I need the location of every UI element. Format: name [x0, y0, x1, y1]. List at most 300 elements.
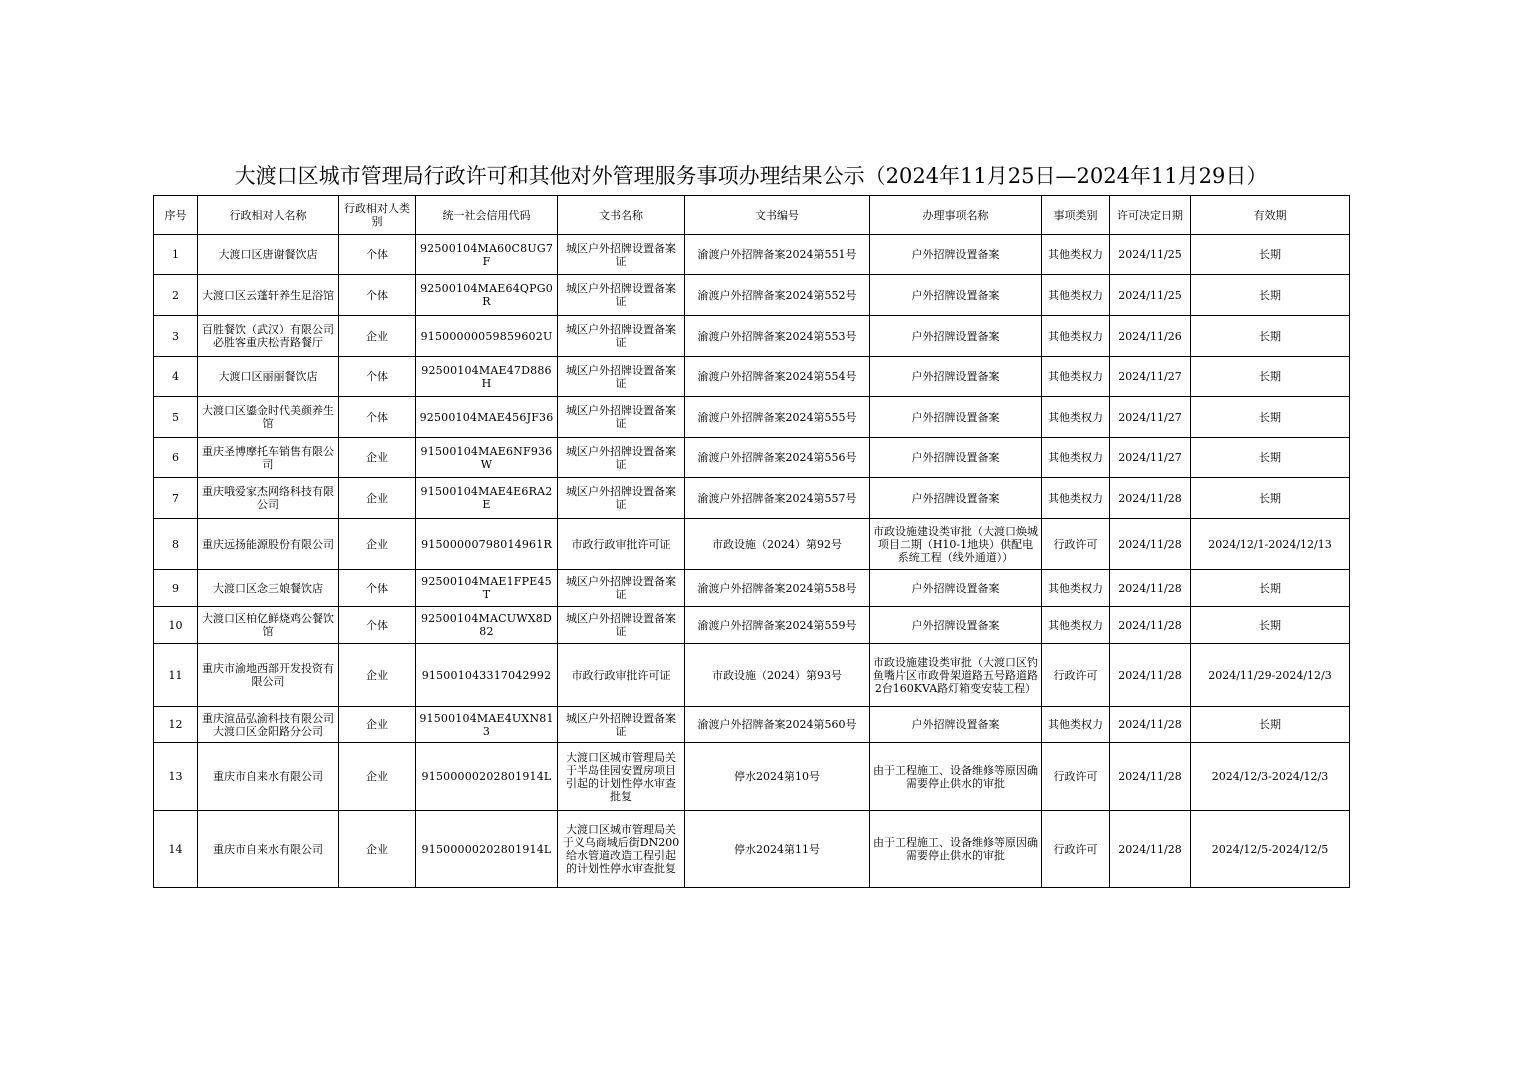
col-item-name — [870, 743, 1042, 811]
table-row — [154, 235, 1350, 275]
col-credit-code — [416, 743, 558, 811]
col-credit-code-text: 92500104MA60C8UG7F — [419, 241, 554, 268]
col-item-category — [1042, 607, 1110, 644]
col-party-type-text: 个体 — [366, 581, 388, 595]
col-seq-text: 9 — [172, 581, 179, 595]
col-decision-date-text: 2024/11/28 — [1118, 842, 1182, 856]
table-row — [154, 743, 1350, 811]
col-party-name-text: 百胜餐饮（武汉）有限公司必胜客重庆松青路餐厅 — [202, 323, 334, 349]
col-item-category-text: 其他类权力 — [1048, 718, 1103, 731]
col-doc-number — [685, 570, 870, 607]
col-party-type — [339, 438, 416, 478]
col-credit-code — [416, 478, 558, 519]
col-doc-name — [558, 235, 685, 275]
col-doc-number-text: 渝渡户外招牌备案2024第552号 — [697, 288, 857, 302]
col-doc-name — [558, 570, 685, 607]
col-doc-name — [558, 644, 685, 707]
col-doc-number — [685, 707, 870, 743]
table-row — [154, 397, 1350, 438]
col-decision-date — [1110, 357, 1191, 397]
col-party-name-text: 大渡口区云蓬轩养生足浴馆 — [202, 288, 334, 302]
col-doc-name — [558, 316, 685, 357]
col-party-type — [339, 357, 416, 397]
col-validity — [1191, 316, 1350, 357]
col-item-name — [870, 570, 1042, 607]
col-item-category-text: 行政许可 — [1053, 842, 1098, 856]
col-party-type-text: 企业 — [366, 718, 388, 731]
col-decision-date — [1110, 570, 1191, 607]
col-decision-date-text: 2024/11/27 — [1118, 410, 1182, 424]
col-doc-name-text: 大渡口区城市管理局关于半岛佳园安置房项目引起的计划性停水审查批复 — [566, 750, 676, 803]
col-doc-number-text: 渝渡户外招牌备案2024第559号 — [697, 618, 857, 632]
col-validity-text: 长期 — [1259, 718, 1281, 731]
col-seq-text: 8 — [172, 537, 179, 551]
col-party-name-text: 重庆圣博摩托车销售有限公司 — [202, 444, 334, 471]
col-item-category — [1042, 397, 1110, 438]
col-credit-code — [416, 707, 558, 743]
col-validity — [1191, 235, 1350, 275]
col-doc-number — [685, 811, 870, 888]
col-party-name — [198, 235, 339, 275]
col-credit-code-text: 915001043317042992 — [421, 668, 552, 682]
col-party-type — [339, 316, 416, 357]
col-party-name-text: 大渡口区唐谢餐饮店 — [218, 248, 318, 261]
col-credit-code-text: 91500104MAE4UXN813 — [419, 711, 554, 738]
table-row — [154, 607, 1350, 644]
col-party-name — [198, 275, 339, 316]
col-party-name — [198, 519, 339, 570]
col-doc-number-text: 渝渡户外招牌备案2024第553号 — [697, 329, 857, 343]
col-credit-code-text: 92500104MAE1FPE45T — [421, 575, 552, 601]
col-seq-text: 11 — [168, 668, 183, 682]
col-doc-number — [685, 607, 870, 644]
col-validity-text: 长期 — [1259, 329, 1281, 343]
col-doc-number — [685, 644, 870, 707]
col-party-type — [339, 478, 416, 519]
col-item-name — [870, 811, 1042, 888]
col-party-type-text: 企业 — [366, 770, 388, 783]
col-seq — [154, 478, 198, 519]
col-seq — [154, 570, 198, 607]
col-item-name — [870, 235, 1042, 275]
header-doc-name: 文书名称 — [558, 196, 685, 235]
col-party-type — [339, 811, 416, 888]
col-item-name-text: 市政设施建设类审批（大渡口区钓鱼嘴片区市政骨架道路五号路道路2台160KVA路灯箱变安装工程） — [873, 655, 1038, 695]
col-item-category-text: 其他类权力 — [1048, 618, 1103, 632]
col-decision-date-text: 2024/11/28 — [1118, 668, 1182, 682]
col-decision-date — [1110, 478, 1191, 519]
col-seq-text: 4 — [172, 370, 179, 383]
col-item-category — [1042, 811, 1110, 888]
col-seq — [154, 275, 198, 316]
col-doc-name-text: 城区户外招牌设置备案证 — [566, 444, 676, 471]
col-decision-date — [1110, 235, 1191, 275]
col-doc-name — [558, 438, 685, 478]
col-credit-code-text: 91500104MAE4E6RA2E — [420, 485, 553, 511]
header-party-name: 行政相对人名称 — [198, 196, 339, 235]
col-credit-code — [416, 397, 558, 438]
col-doc-name-text: 城区户外招牌设置备案证 — [566, 363, 676, 390]
col-doc-number-text: 市政设施（2024）第92号 — [712, 537, 842, 551]
col-decision-date — [1110, 438, 1191, 478]
col-decision-date — [1110, 397, 1191, 438]
col-party-type-text: 个体 — [366, 288, 388, 302]
col-item-name — [870, 478, 1042, 519]
table-row — [154, 357, 1350, 397]
col-seq — [154, 397, 198, 438]
col-validity-text: 长期 — [1259, 288, 1281, 302]
col-item-category-text: 行政许可 — [1053, 537, 1098, 551]
col-item-category-text: 其他类权力 — [1048, 491, 1103, 505]
col-item-category — [1042, 316, 1110, 357]
col-credit-code-text: 92500104MAE47D886H — [421, 363, 552, 390]
col-party-name-text: 大渡口区丽丽餐饮店 — [218, 370, 318, 383]
table-row — [154, 570, 1350, 607]
col-item-name-text: 由于工程施工、设备维修等原因确需要停止供水的审批 — [873, 836, 1038, 862]
col-doc-name-text: 城区户外招牌设置备案证 — [566, 323, 676, 349]
col-party-name-text: 重庆哦爱家杰网络科技有限公司 — [202, 485, 334, 511]
col-validity — [1191, 743, 1350, 811]
col-seq-text: 10 — [168, 618, 183, 632]
col-party-name-text: 大渡口区鎏金时代美颜养生馆 — [202, 404, 334, 430]
col-doc-name — [558, 811, 685, 888]
page-title: 大渡口区城市管理局行政许可和其他对外管理服务事项办理结果公示（2024年11月25日—2024年11月29日） — [234, 164, 1268, 188]
col-doc-name-text: 市政行政审批许可证 — [571, 537, 671, 551]
col-item-category — [1042, 519, 1110, 570]
col-seq — [154, 519, 198, 570]
col-item-category-text: 其他类权力 — [1048, 370, 1103, 383]
col-item-name-text: 户外招牌设置备案 — [911, 718, 1000, 731]
table-row — [154, 316, 1350, 357]
col-party-name — [198, 397, 339, 438]
col-party-type — [339, 607, 416, 644]
col-item-name — [870, 275, 1042, 316]
col-item-category-text: 其他类权力 — [1048, 329, 1103, 343]
col-doc-name — [558, 519, 685, 570]
col-credit-code — [416, 570, 558, 607]
col-doc-name — [558, 743, 685, 811]
col-doc-number-text: 渝渡户外招牌备案2024第555号 — [697, 410, 857, 424]
col-item-name-text: 户外招牌设置备案 — [911, 329, 1000, 343]
col-doc-number-text: 渝渡户外招牌备案2024第560号 — [697, 718, 857, 731]
col-validity-text: 长期 — [1259, 410, 1281, 424]
header-row — [154, 196, 1350, 235]
table-row — [154, 438, 1350, 478]
header-item-category: 事项类别 — [1042, 196, 1110, 235]
col-doc-name — [558, 478, 685, 519]
col-item-category — [1042, 438, 1110, 478]
col-doc-number — [685, 316, 870, 357]
col-seq — [154, 707, 198, 743]
col-item-name — [870, 607, 1042, 644]
col-item-name — [870, 357, 1042, 397]
col-doc-name-text: 城区户外招牌设置备案证 — [566, 575, 676, 601]
col-decision-date — [1110, 316, 1191, 357]
col-item-category-text: 其他类权力 — [1048, 451, 1103, 464]
col-party-type-text: 企业 — [366, 451, 388, 464]
table-row — [154, 811, 1350, 888]
col-decision-date — [1110, 743, 1191, 811]
col-decision-date — [1110, 707, 1191, 743]
col-seq-text: 5 — [172, 410, 179, 424]
col-party-name-text: 大渡口区柏亿鲜烧鸡公餐饮馆 — [202, 612, 334, 638]
col-validity-text: 2024/11/29-2024/12/3 — [1208, 668, 1332, 682]
col-party-name — [198, 707, 339, 743]
col-item-name — [870, 397, 1042, 438]
col-item-category — [1042, 743, 1110, 811]
col-item-name — [870, 644, 1042, 707]
col-validity — [1191, 707, 1350, 743]
col-validity — [1191, 478, 1350, 519]
results-table — [153, 195, 1350, 888]
header-party-type: 行政相对人类别 — [339, 196, 416, 235]
col-party-name — [198, 644, 339, 707]
col-doc-number-text: 市政设施（2024）第93号 — [712, 668, 842, 682]
col-party-name — [198, 811, 339, 888]
col-item-name-text: 户外招牌设置备案 — [911, 451, 1000, 464]
col-validity-text: 长期 — [1259, 451, 1281, 464]
col-decision-date — [1110, 644, 1191, 707]
col-party-name — [198, 438, 339, 478]
col-seq-text: 12 — [168, 718, 183, 731]
col-doc-number-text: 渝渡户外招牌备案2024第558号 — [697, 581, 857, 595]
col-party-name — [198, 743, 339, 811]
col-doc-number-text: 渝渡户外招牌备案2024第557号 — [697, 491, 857, 505]
col-item-name-text: 户外招牌设置备案 — [911, 288, 1000, 302]
col-party-name-text: 重庆市自来水有限公司 — [213, 770, 323, 783]
col-doc-name — [558, 607, 685, 644]
col-party-type-text: 企业 — [366, 668, 388, 682]
col-validity — [1191, 438, 1350, 478]
col-validity — [1191, 275, 1350, 316]
col-doc-name-text: 大渡口区城市管理局关于义乌商城后街DN200给水管道改造工程引起的计划性停水审查批复 — [562, 823, 680, 875]
col-party-name — [198, 357, 339, 397]
col-credit-code-text: 91500000798014961R — [421, 537, 552, 551]
col-party-name-text: 重庆渲品弘渝科技有限公司大渡口区金阳路分公司 — [202, 711, 334, 738]
col-doc-number — [685, 275, 870, 316]
col-party-type — [339, 707, 416, 743]
col-party-name-text: 重庆市渝地西部开发投资有限公司 — [202, 662, 334, 688]
col-decision-date-text: 2024/11/28 — [1118, 537, 1182, 551]
col-doc-name-text: 城区户外招牌设置备案证 — [566, 485, 676, 511]
col-doc-name-text: 城区户外招牌设置备案证 — [566, 404, 676, 430]
col-validity — [1191, 811, 1350, 888]
col-doc-name-text: 城区户外招牌设置备案证 — [566, 282, 676, 308]
col-credit-code-text: 92500104MAE64QPG0R — [420, 282, 553, 308]
table-row — [154, 707, 1350, 743]
col-decision-date — [1110, 519, 1191, 570]
col-party-type-text: 企业 — [366, 842, 388, 856]
col-decision-date — [1110, 811, 1191, 888]
col-decision-date-text: 2024/11/28 — [1118, 581, 1182, 595]
col-seq — [154, 316, 198, 357]
col-validity-text: 长期 — [1259, 618, 1281, 632]
col-party-name-text: 重庆市自来水有限公司 — [213, 842, 323, 856]
col-item-name-text: 户外招牌设置备案 — [911, 581, 1000, 595]
col-doc-number — [685, 743, 870, 811]
col-party-type — [339, 397, 416, 438]
col-item-category — [1042, 478, 1110, 519]
table-row — [154, 478, 1350, 519]
col-credit-code — [416, 235, 558, 275]
col-seq — [154, 743, 198, 811]
col-party-type-text: 企业 — [366, 537, 388, 551]
col-validity-text: 长期 — [1259, 581, 1281, 595]
col-party-name-text: 重庆远扬能源股份有限公司 — [202, 537, 334, 551]
col-validity-text: 2024/12/3-2024/12/3 — [1211, 770, 1329, 783]
col-decision-date-text: 2024/11/26 — [1118, 329, 1182, 343]
col-seq-text: 13 — [168, 770, 183, 783]
table-body — [154, 235, 1350, 888]
header-doc-number: 文书编号 — [685, 196, 870, 235]
col-item-name — [870, 316, 1042, 357]
col-item-category — [1042, 707, 1110, 743]
col-doc-name-text: 城区户外招牌设置备案证 — [566, 711, 676, 738]
col-decision-date-text: 2024/11/25 — [1118, 288, 1182, 302]
col-doc-number — [685, 357, 870, 397]
col-seq-text: 1 — [172, 248, 179, 261]
col-decision-date-text: 2024/11/27 — [1118, 370, 1182, 383]
col-credit-code-text: 91500000059859602U — [420, 329, 553, 343]
header-credit-code: 统一社会信用代码 — [416, 196, 558, 235]
col-party-type — [339, 644, 416, 707]
col-decision-date — [1110, 607, 1191, 644]
col-party-name — [198, 607, 339, 644]
col-party-type-text: 企业 — [366, 491, 388, 505]
col-credit-code-text: 92500104MACUWX8D82 — [420, 612, 553, 638]
col-item-category-text: 其他类权力 — [1048, 248, 1103, 261]
col-item-category — [1042, 570, 1110, 607]
col-party-name — [198, 570, 339, 607]
col-credit-code — [416, 357, 558, 397]
col-decision-date-text: 2024/11/28 — [1118, 491, 1182, 505]
col-party-type-text: 个体 — [366, 370, 388, 383]
col-doc-number — [685, 478, 870, 519]
col-party-type-text: 个体 — [366, 248, 388, 261]
table-row — [154, 275, 1350, 316]
table-row — [154, 519, 1350, 570]
col-validity — [1191, 397, 1350, 438]
col-seq — [154, 357, 198, 397]
col-party-type-text: 企业 — [366, 329, 388, 343]
col-item-name-text: 户外招牌设置备案 — [911, 491, 1000, 505]
col-validity — [1191, 644, 1350, 707]
col-item-category — [1042, 275, 1110, 316]
col-validity — [1191, 570, 1350, 607]
col-decision-date-text: 2024/11/25 — [1118, 248, 1182, 261]
col-item-name — [870, 707, 1042, 743]
col-doc-number-text: 渝渡户外招牌备案2024第551号 — [697, 248, 857, 261]
col-validity — [1191, 357, 1350, 397]
col-seq-text: 6 — [172, 451, 179, 464]
col-party-type — [339, 275, 416, 316]
col-doc-number — [685, 438, 870, 478]
col-doc-name-text: 城区户外招牌设置备案证 — [566, 612, 676, 638]
col-party-name — [198, 316, 339, 357]
col-party-name-text: 大渡口区念三娘餐饮店 — [213, 581, 323, 595]
col-credit-code-text: 91500104MAE6NF936W — [420, 444, 553, 471]
col-party-type — [339, 519, 416, 570]
col-party-type — [339, 235, 416, 275]
col-credit-code — [416, 644, 558, 707]
header-decision-date: 许可决定日期 — [1110, 196, 1191, 235]
col-credit-code — [416, 811, 558, 888]
col-item-name — [870, 519, 1042, 570]
col-decision-date-text: 2024/11/28 — [1118, 770, 1182, 783]
col-decision-date-text: 2024/11/28 — [1118, 718, 1182, 731]
col-doc-number — [685, 519, 870, 570]
col-doc-number-text: 渝渡户外招牌备案2024第556号 — [697, 451, 857, 464]
col-validity-text: 2024/12/5-2024/12/5 — [1211, 842, 1329, 856]
col-validity-text: 长期 — [1259, 370, 1281, 383]
col-party-type-text: 个体 — [366, 618, 388, 632]
col-party-type — [339, 743, 416, 811]
col-doc-number — [685, 235, 870, 275]
col-seq — [154, 438, 198, 478]
col-seq — [154, 607, 198, 644]
col-seq-text: 3 — [172, 329, 179, 343]
col-doc-name — [558, 357, 685, 397]
col-decision-date — [1110, 275, 1191, 316]
col-validity-text: 长期 — [1259, 491, 1281, 505]
table-row — [154, 644, 1350, 707]
col-credit-code-text: 92500104MAE456JF36 — [419, 410, 554, 424]
col-item-category — [1042, 644, 1110, 707]
col-validity-text: 2024/12/1-2024/12/13 — [1208, 537, 1332, 551]
col-credit-code-text: 91500000202801914L — [421, 842, 552, 856]
col-party-type — [339, 570, 416, 607]
col-doc-name — [558, 707, 685, 743]
col-item-category-text: 行政许可 — [1053, 770, 1098, 783]
col-credit-code — [416, 607, 558, 644]
header-item-name: 办理事项名称 — [870, 196, 1042, 235]
col-item-name — [870, 438, 1042, 478]
col-item-category-text: 其他类权力 — [1048, 581, 1103, 595]
col-item-category — [1042, 357, 1110, 397]
col-doc-number — [685, 397, 870, 438]
col-credit-code — [416, 316, 558, 357]
col-credit-code — [416, 519, 558, 570]
col-doc-number-text: 停水2024第11号 — [734, 842, 820, 856]
col-item-category-text: 行政许可 — [1053, 668, 1098, 682]
col-doc-name — [558, 397, 685, 438]
col-validity-text: 长期 — [1259, 248, 1281, 261]
col-seq — [154, 811, 198, 888]
col-credit-code — [416, 275, 558, 316]
col-party-name — [198, 478, 339, 519]
col-validity — [1191, 607, 1350, 644]
col-doc-number-text: 停水2024第10号 — [734, 770, 820, 783]
col-item-name-text: 由于工程施工、设备维修等原因确需要停止供水的审批 — [873, 763, 1038, 790]
col-decision-date-text: 2024/11/27 — [1118, 451, 1182, 464]
col-item-category-text: 其他类权力 — [1048, 288, 1103, 302]
col-item-category-text: 其他类权力 — [1048, 410, 1103, 424]
col-seq — [154, 644, 198, 707]
col-credit-code — [416, 438, 558, 478]
col-credit-code-text: 91500000202801914L — [421, 770, 552, 783]
col-doc-name — [558, 275, 685, 316]
col-seq — [154, 235, 198, 275]
col-doc-name-text: 市政行政审批许可证 — [571, 668, 671, 682]
header-validity: 有效期 — [1191, 196, 1350, 235]
col-seq-text: 14 — [168, 842, 183, 856]
col-item-name-text: 户外招牌设置备案 — [911, 370, 1000, 383]
header-seq: 序号 — [154, 196, 198, 235]
col-item-name-text: 市政设施建设类审批（大渡口焕城项目二期（H10-1地块）供配电系统工程（线外通道）） — [873, 524, 1038, 564]
col-doc-number-text: 渝渡户外招牌备案2024第554号 — [697, 370, 857, 383]
col-item-category — [1042, 235, 1110, 275]
col-item-name-text: 户外招牌设置备案 — [911, 248, 1000, 261]
